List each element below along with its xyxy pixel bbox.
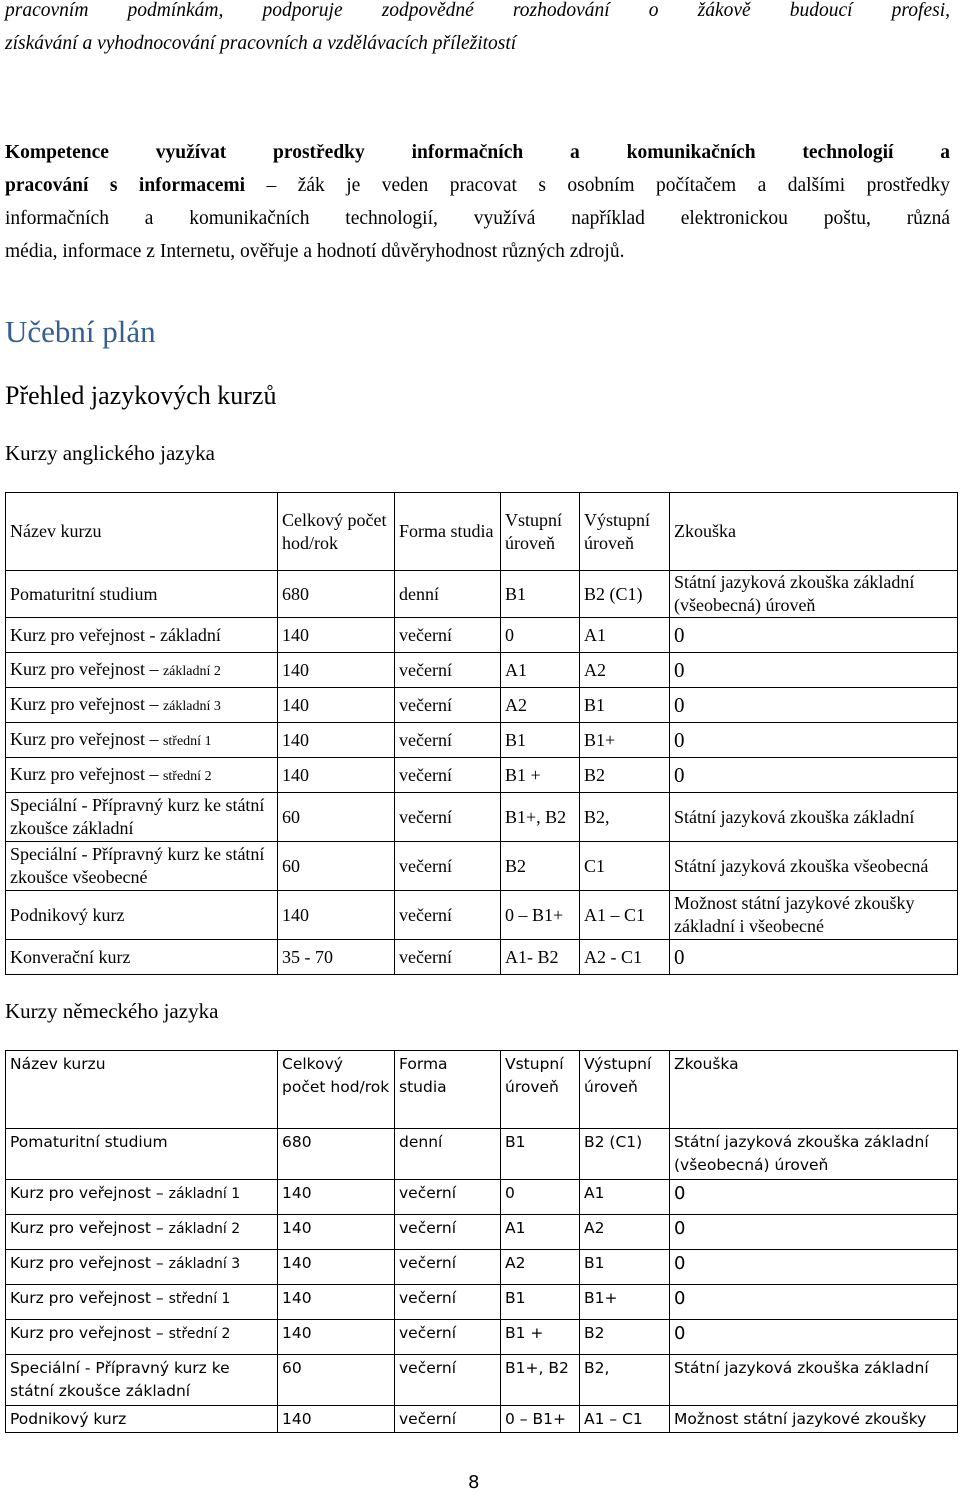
hours-cell: 140	[278, 1285, 395, 1320]
header-total: Celkový počet hod/rok	[278, 1051, 395, 1129]
exit-level-cell: A2 - C1	[580, 940, 670, 975]
study-form-cell: večerní	[395, 940, 501, 975]
exit-level-cell: C1	[580, 842, 670, 891]
hours-cell: 140	[278, 891, 395, 940]
entry-level-cell: A1- B2	[501, 940, 580, 975]
exam-cell: 0	[670, 1180, 958, 1215]
exam-cell: 0	[670, 1215, 958, 1250]
hours-cell: 35 - 70	[278, 940, 395, 975]
header-form: Forma studia	[395, 1051, 501, 1129]
hours-cell: 140	[278, 653, 395, 688]
competence-title-2: pracování s informacemi	[5, 175, 246, 196]
course-name-cell	[6, 723, 278, 758]
exam-cell: 0	[670, 688, 958, 723]
study-form-cell: večerní	[395, 1285, 501, 1320]
study-form-cell: večerní	[395, 688, 501, 723]
hours-cell: 60	[278, 842, 395, 891]
table-row	[6, 940, 958, 975]
entry-level-cell: B2	[501, 842, 580, 891]
page-number: 8	[468, 1472, 480, 1493]
course-level: střední 1	[168, 1291, 231, 1307]
table-row	[6, 1129, 958, 1180]
course-name: Kurz pro veřejnost –	[10, 728, 163, 749]
course-name-cell	[6, 1250, 278, 1285]
exam-cell: Státní jazyková zkouška všeobecná	[670, 842, 958, 891]
hours-cell: 140	[278, 1250, 395, 1285]
exam-cell: Možnost státní jazykové zkoušky základní i všeobecné	[670, 891, 958, 940]
exam-cell: Státní jazyková zkouška základní (všeobecná) úroveň	[670, 1129, 958, 1180]
header-name: Název kurzu	[6, 1051, 278, 1129]
course-name-cell	[6, 1285, 278, 1320]
course-name-cell	[6, 1215, 278, 1250]
study-form-cell: večerní	[395, 723, 501, 758]
course-name: Kurz pro veřejnost –	[10, 763, 163, 784]
table-row	[6, 618, 958, 653]
table-row	[6, 793, 958, 842]
hours-cell: 140	[278, 1180, 395, 1215]
course-level: základní 3	[168, 1256, 241, 1272]
heading-english-courses: Kurzy anglického jazyka	[5, 441, 215, 465]
entry-level-cell: B1 +	[501, 758, 580, 793]
hours-cell: 140	[278, 723, 395, 758]
exit-level-cell: B2	[580, 1320, 670, 1355]
hours-cell: 680	[278, 1129, 395, 1180]
study-form-cell: denní	[395, 571, 501, 618]
competence-line-2	[5, 169, 950, 202]
section-title-plan: Učební plán	[5, 314, 156, 349]
entry-level-cell: 0 – B1+	[501, 891, 580, 940]
exam-cell: 0	[670, 653, 958, 688]
entry-level-cell: A2	[501, 688, 580, 723]
entry-level-cell: A1	[501, 653, 580, 688]
exit-level-cell: A1 – C1	[580, 1406, 670, 1433]
exit-level-cell: B2 (C1)	[580, 571, 670, 618]
header-exam: Zkouška	[670, 1051, 958, 1129]
table-row	[6, 1406, 958, 1433]
competence-text-2: – žák je veden pracovat s osobním počítačem a dalšími prostředky	[245, 175, 950, 196]
exit-level-cell: A1	[580, 1180, 670, 1215]
course-name: Kurz pro veřejnost –	[10, 1324, 169, 1342]
exit-level-cell: B2 (C1)	[580, 1129, 670, 1180]
hours-cell: 140	[278, 618, 395, 653]
header-entry: Vstupní úroveň	[501, 493, 580, 571]
table-row	[6, 1250, 958, 1285]
header-name: Název kurzu	[6, 493, 278, 571]
intro-line-2: získávání a vyhodnocování pracovních a vzdělávacích příležitostí	[5, 33, 517, 54]
course-level: základní 1	[168, 1186, 241, 1202]
hours-cell: 60	[278, 1355, 395, 1406]
hours-cell: 140	[278, 1406, 395, 1433]
exit-level-cell: B2,	[580, 793, 670, 842]
header-exit: Výstupní úroveň	[580, 1051, 670, 1129]
german-courses-table	[5, 1050, 958, 1433]
study-form-cell: večerní	[395, 653, 501, 688]
course-name-cell	[6, 1355, 278, 1406]
course-name-cell	[6, 1129, 278, 1180]
exam-cell: Státní jazyková zkouška základní	[670, 793, 958, 842]
study-form-cell: večerní	[395, 618, 501, 653]
study-form-cell: večerní	[395, 1320, 501, 1355]
exit-level-cell: A1 – C1	[580, 891, 670, 940]
course-level: základní 3	[162, 698, 221, 714]
course-name-cell	[6, 1406, 278, 1433]
exit-level-cell: A2	[580, 653, 670, 688]
entry-level-cell: B1 +	[501, 1320, 580, 1355]
exam-cell: Státní jazyková zkouška základní	[670, 1355, 958, 1406]
study-form-cell: denní	[395, 1129, 501, 1180]
table-row	[6, 688, 958, 723]
course-name: Kurz pro veřejnost –	[10, 1184, 169, 1202]
exit-level-cell: B2,	[580, 1355, 670, 1406]
exam-cell: 0	[670, 618, 958, 653]
exam-cell: 0	[670, 940, 958, 975]
study-form-cell: večerní	[395, 1180, 501, 1215]
study-form-cell: večerní	[395, 891, 501, 940]
exam-cell: 0	[670, 723, 958, 758]
entry-level-cell: 0 – B1+	[501, 1406, 580, 1433]
entry-level-cell: A1	[501, 1215, 580, 1250]
table-row	[6, 1320, 958, 1355]
course-level: základní 2	[162, 663, 221, 679]
course-name: Kurz pro veřejnost –	[10, 1289, 169, 1307]
header-entry: Vstupní úroveň	[501, 1051, 580, 1129]
intro-line-1: pracovním podmínkám, podporuje zodpovědné rozhodování o žákově budoucí profesi,	[5, 0, 950, 21]
exam-cell: 0	[670, 1320, 958, 1355]
course-level: střední 2	[162, 768, 212, 784]
competence-title-1: Kompetence využívat prostředky informačních a komunikačních technologií a	[5, 142, 950, 163]
header-total: Celkový počet hod/rok	[278, 493, 395, 571]
exit-level-cell: A1	[580, 618, 670, 653]
exit-level-cell: B2	[580, 758, 670, 793]
course-name-cell	[6, 842, 278, 891]
study-form-cell: večerní	[395, 1215, 501, 1250]
exit-level-cell: B1	[580, 1250, 670, 1285]
study-form-cell: večerní	[395, 758, 501, 793]
hours-cell: 140	[278, 1215, 395, 1250]
exam-cell: 0	[670, 1285, 958, 1320]
table-header-row	[6, 493, 958, 571]
competence-paragraph	[5, 136, 950, 268]
table-row	[6, 1215, 958, 1250]
heading-german-courses: Kurzy německého jazyka	[5, 999, 219, 1023]
hours-cell: 680	[278, 571, 395, 618]
course-name: Kurz pro veřejnost - základní	[10, 624, 221, 645]
course-name: Pomaturitní studium	[10, 1133, 168, 1151]
hours-cell: 140	[278, 688, 395, 723]
entry-level-cell: 0	[501, 618, 580, 653]
table-row	[6, 571, 958, 618]
exit-level-cell: B1+	[580, 723, 670, 758]
table-row	[6, 1355, 958, 1406]
hours-cell: 60	[278, 793, 395, 842]
course-name-cell	[6, 1180, 278, 1215]
course-name: Pomaturitní studium	[10, 583, 158, 604]
course-name-cell	[6, 688, 278, 723]
course-name: Podnikový kurz	[10, 904, 125, 925]
intro-paragraph	[5, 0, 950, 60]
course-name: Speciální - Přípravný kurz ke státní zkoušce základní	[10, 1359, 230, 1400]
table-row	[6, 1180, 958, 1215]
course-name: Speciální - Přípravný kurz ke státní zkoušce základní	[10, 795, 265, 838]
entry-level-cell: B1+, B2	[501, 1355, 580, 1406]
hours-cell: 140	[278, 758, 395, 793]
competence-line-4: média, informace z Internetu, ověřuje a hodnotí důvěryhodnost různých zdrojů.	[5, 241, 625, 262]
exam-cell: 0	[670, 1250, 958, 1285]
entry-level-cell: B1	[501, 723, 580, 758]
course-name-cell	[6, 758, 278, 793]
english-courses-table	[5, 492, 958, 975]
exam-cell: Státní jazyková zkouška základní (všeobecná) úroveň	[670, 571, 958, 618]
course-level: střední 2	[168, 1326, 231, 1342]
exit-level-cell: B1+	[580, 1285, 670, 1320]
study-form-cell: večerní	[395, 1355, 501, 1406]
header-form: Forma studia	[395, 493, 501, 571]
competence-line-1	[5, 136, 950, 169]
exam-cell: Možnost státní jazykové zkoušky	[670, 1406, 958, 1433]
entry-level-cell: B1	[501, 1129, 580, 1180]
entry-level-cell: 0	[501, 1180, 580, 1215]
competence-line-3: informačních a komunikačních technologií, využívá například elektronickou poštu, různá	[5, 208, 950, 229]
course-name: Kurz pro veřejnost –	[10, 1254, 169, 1272]
course-name-cell	[6, 793, 278, 842]
table-header-row	[6, 1051, 958, 1129]
hours-cell: 140	[278, 1320, 395, 1355]
table-row	[6, 1285, 958, 1320]
header-exam: Zkouška	[670, 493, 958, 571]
study-form-cell: večerní	[395, 1250, 501, 1285]
study-form-cell: večerní	[395, 1406, 501, 1433]
study-form-cell: večerní	[395, 793, 501, 842]
course-name: Kurz pro veřejnost –	[10, 1219, 169, 1237]
course-name-cell	[6, 1320, 278, 1355]
course-name-cell	[6, 618, 278, 653]
course-name: Konverační kurz	[10, 946, 131, 967]
entry-level-cell: A2	[501, 1250, 580, 1285]
exit-level-cell: B1	[580, 688, 670, 723]
course-name-cell	[6, 891, 278, 940]
table-row	[6, 723, 958, 758]
table-row	[6, 891, 958, 940]
table-row	[6, 653, 958, 688]
course-level: základní 2	[168, 1221, 241, 1237]
course-name: Kurz pro veřejnost –	[10, 693, 163, 714]
header-exit: Výstupní úroveň	[580, 493, 670, 571]
study-form-cell: večerní	[395, 842, 501, 891]
course-level: střední 1	[162, 733, 212, 749]
course-name: Speciální - Přípravný kurz ke státní zkoušce všeobecné	[10, 844, 265, 887]
course-name-cell	[6, 940, 278, 975]
entry-level-cell: B1	[501, 1285, 580, 1320]
course-name: Podnikový kurz	[10, 1410, 127, 1428]
table-row	[6, 842, 958, 891]
exit-level-cell: A2	[580, 1215, 670, 1250]
table-row	[6, 758, 958, 793]
course-name-cell	[6, 571, 278, 618]
course-name: Kurz pro veřejnost –	[10, 658, 163, 679]
entry-level-cell: B1	[501, 571, 580, 618]
exam-cell: 0	[670, 758, 958, 793]
entry-level-cell: B1+, B2	[501, 793, 580, 842]
section-title-overview: Přehled jazykových kurzů	[5, 381, 277, 410]
course-name-cell	[6, 653, 278, 688]
